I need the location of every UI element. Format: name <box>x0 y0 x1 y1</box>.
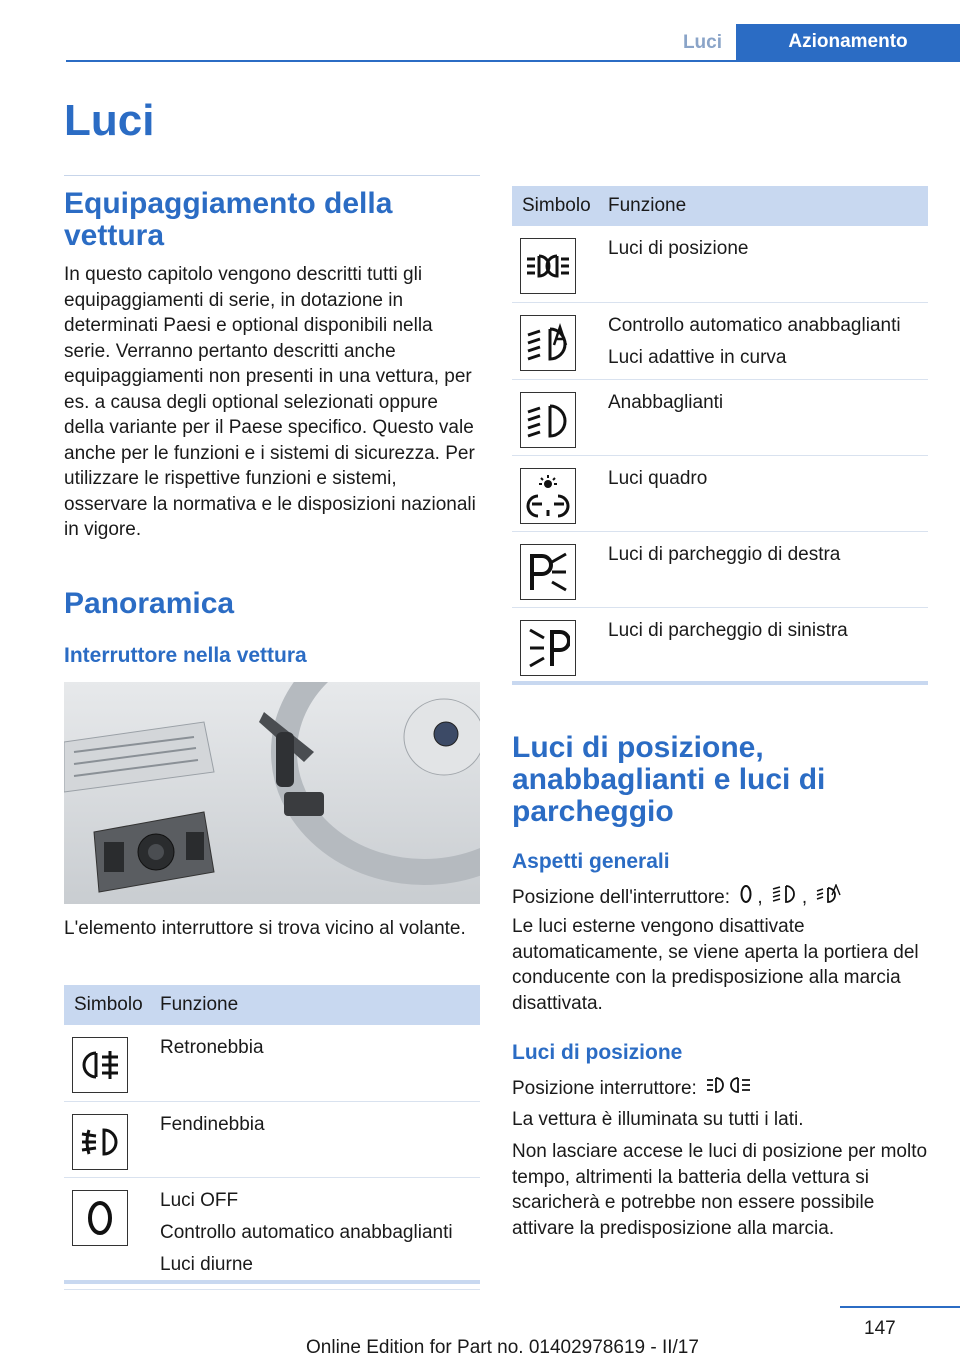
edition-footer: Online Edition for Part no. 01402978619 - II/17 <box>306 1337 699 1358</box>
heading-equipaggiamento: Equipaggiamento della vettura <box>64 187 393 252</box>
left-parking-light-icon <box>520 620 576 676</box>
function-label: Controllo automatico anabbaglianti <box>608 314 901 336</box>
table-row <box>512 226 928 302</box>
rear-fog-light-icon <box>72 1037 128 1093</box>
instrument-lighting-icon <box>520 468 576 524</box>
switch-location-photo <box>64 682 480 904</box>
col-header-symbol: Simbolo <box>512 186 598 226</box>
table-end-rule <box>64 1280 480 1284</box>
heading-panoramica: Panoramica <box>64 587 235 620</box>
function-label: Anabbaglianti <box>608 391 724 413</box>
table-row <box>64 1101 480 1177</box>
function-label: Luci OFF <box>160 1189 239 1211</box>
header-tab: Azionamento <box>736 24 960 60</box>
intro-paragraph: In questo capitolo vengono descritti tutti gli equipaggiamenti di serie, in dotazione in determinati Paesi e optional disponibili nella serie. Verranno pertanto descritti anche equipaggiamenti non presenti in una vettura, per es. a causa degli optional selezionati oppure della variante per il Paese specifico. Questo vale anche per le funzioni e i sistemi di sicurezza. Per utilizzare le rispettive funzioni e sistemi, osservare la normativa e le disposizioni nazionali in vigore. <box>64 264 476 540</box>
running-header <box>66 24 960 62</box>
right-parking-light-icon <box>520 544 576 600</box>
separator: , <box>801 886 808 908</box>
auto-headlight-icon <box>816 884 842 912</box>
switch-position-line <box>512 884 928 912</box>
auto-headlight-icon <box>520 315 576 371</box>
col-header-symbol: Simbolo <box>64 985 150 1025</box>
table-row <box>512 302 928 379</box>
function-label: Controllo automatico anabbaglianti <box>160 1221 453 1243</box>
heading-interruttore: Interruttore nella vettura <box>64 644 307 667</box>
low-beam-icon <box>520 392 576 448</box>
posizione-paragraph-2: Non lasciare accese le luci di posizione per molto tempo, altrimenti la batteria della vettura si scaricherà e potrebbe non essere possibile attivare la predisposizione alla marcia. <box>512 1141 928 1239</box>
col-header-function: Funzione <box>598 186 928 226</box>
photo-caption: L'elemento interruttore si trova vicino al volante. <box>64 918 466 939</box>
footer-rule <box>840 1306 960 1308</box>
title-divider <box>64 175 480 176</box>
function-label: Luci quadro <box>608 467 708 489</box>
function-label: Luci di parcheggio di destra <box>608 543 841 565</box>
function-label: Fendinebbia <box>160 1113 265 1135</box>
table-row <box>64 1025 480 1101</box>
aspetti-paragraph: Le luci esterne vengono disattivate automaticamente, se viene aperta la portiera del conducente con la predisposizione alla marcia disattivata. <box>512 916 919 1014</box>
col-header-function: Funzione <box>150 985 480 1025</box>
heading-aspetti-generali: Aspetti generali <box>512 850 670 873</box>
function-label: Luci di posizione <box>608 238 749 259</box>
switch-label-short: Posizione interruttore: <box>512 1077 697 1099</box>
front-fog-light-icon <box>72 1114 128 1170</box>
page-title: Luci <box>64 96 155 145</box>
zero-icon <box>739 884 753 912</box>
page-number: 147 <box>864 1318 896 1339</box>
symbol-table-right <box>512 186 928 684</box>
table-row <box>512 531 928 607</box>
parking-lights-icon <box>706 1075 752 1103</box>
switch-position-line-2 <box>512 1075 928 1103</box>
symbol-table-left <box>64 985 480 1290</box>
lights-off-zero-icon <box>72 1190 128 1246</box>
heading-luci-di-posizione: Luci di posizione <box>512 1041 683 1064</box>
table-row <box>512 379 928 455</box>
separator: , <box>757 886 763 908</box>
switch-position-label: Posizione dell'interruttore: <box>512 886 731 908</box>
function-label: Retronebbia <box>160 1037 264 1058</box>
table-row <box>512 455 928 531</box>
function-label: Luci diurne <box>160 1253 253 1275</box>
low-beam-icon <box>772 884 798 912</box>
posizione-paragraph-1: La vettura è illuminata su tutti i lati. <box>512 1109 804 1130</box>
header-section: Luci <box>682 32 722 53</box>
function-label: Luci adattive in curva <box>608 346 787 368</box>
table-row <box>512 607 928 683</box>
table-end-rule <box>512 681 928 685</box>
table-row <box>64 1177 480 1289</box>
function-label: Luci di parcheggio di sinistra <box>608 619 848 641</box>
parking-lights-icon <box>520 238 576 294</box>
heading-luci-posizione-section: Luci di posizione, anabbaglianti e luci di parcheggio <box>512 731 826 828</box>
